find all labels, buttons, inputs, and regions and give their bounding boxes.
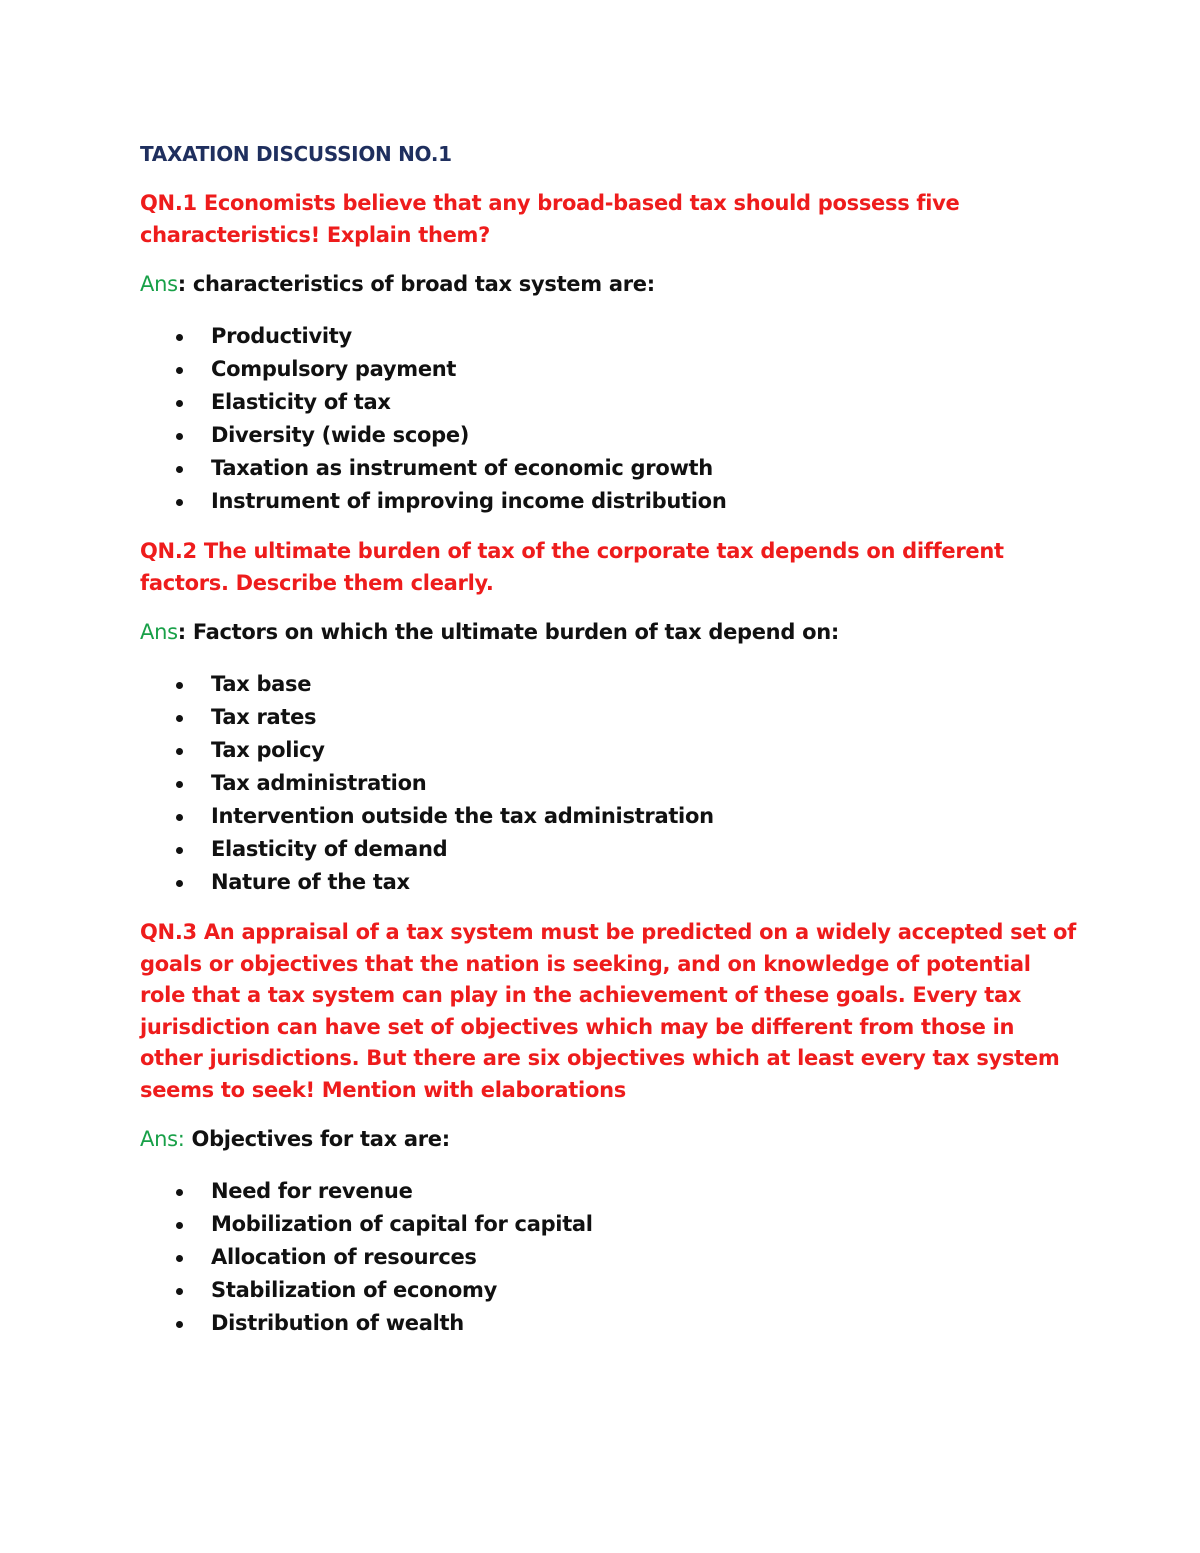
answer-list: [140, 668, 1080, 899]
list-item-text: Elasticity of demand: [211, 837, 448, 861]
list-item-text: Allocation of resources: [211, 1245, 477, 1269]
list-item-text: Compulsory payment: [211, 357, 457, 381]
list-item-text: Tax policy: [211, 738, 325, 762]
answer-list: [140, 320, 1080, 518]
bullet-icon: [176, 748, 183, 755]
bullet-icon: [176, 433, 183, 440]
bullet-icon: [176, 1189, 183, 1196]
answer-separator: :: [177, 620, 193, 644]
question-text: QN.2 The ultimate burden of tax of the corporate tax depends on different factors. Describe them clearly.: [140, 539, 1004, 595]
bullet-icon: [176, 334, 183, 341]
answer-text: Factors on which the ultimate burden of tax depend on:: [192, 620, 839, 644]
list-item-text: Tax rates: [211, 705, 317, 729]
list-item-text: Productivity: [211, 324, 352, 348]
list-item-text: Tax administration: [211, 771, 427, 795]
list-item: [140, 1241, 1080, 1274]
list-item: [140, 668, 1080, 701]
list-item-text: Taxation as instrument of economic growth: [211, 456, 713, 480]
bullet-icon: [176, 1222, 183, 1229]
bullet-icon: [176, 847, 183, 854]
document-page: [140, 138, 1080, 1340]
list-item-text: Tax base: [211, 672, 312, 696]
bullet-icon: [176, 499, 183, 506]
list-item-text: Intervention outside the tax administration: [211, 804, 714, 828]
list-item: [140, 485, 1080, 518]
bullet-icon: [176, 1288, 183, 1295]
list-item: [140, 320, 1080, 353]
list-item: [140, 1208, 1080, 1241]
list-item: [140, 701, 1080, 734]
list-item-text: Distribution of wealth: [211, 1311, 464, 1335]
bullet-icon: [176, 1321, 183, 1328]
list-item: [140, 353, 1080, 386]
answer-separator: :: [177, 272, 193, 296]
question-text: QN.1 Economists believe that any broad-based tax should possess five characteristics! Explain them?: [140, 191, 960, 247]
list-item-text: Elasticity of tax: [211, 390, 391, 414]
answer-list: [140, 1175, 1080, 1340]
question-text: QN.3 An appraisal of a tax system must be predicted on a widely accepted set of goals or objectives that the nation is seeking, and on knowledge of potential role that a tax system can play in the achievement of these goals. Every tax jurisdiction can have set of objectives which may be different from those in other jurisdictions. But there are six objectives which at least every tax system seems to seek! Mention with elaborations: [140, 920, 1076, 1102]
list-item: [140, 866, 1080, 899]
question-section-1: [140, 188, 1080, 518]
list-item-text: Stabilization of economy: [211, 1278, 498, 1302]
bullet-icon: [176, 781, 183, 788]
list-item-text: Nature of the tax: [211, 870, 410, 894]
bullet-icon: [176, 400, 183, 407]
list-item: [140, 767, 1080, 800]
answer-text: Objectives for tax are:: [191, 1127, 450, 1151]
answer-label: Ans: [140, 620, 178, 644]
list-item-text: Diversity (wide scope): [211, 423, 470, 447]
question-section-2: [140, 536, 1080, 899]
answer-intro: [140, 1124, 1080, 1155]
answer-separator: [185, 1127, 192, 1151]
list-item: [140, 833, 1080, 866]
list-item: [140, 1307, 1080, 1340]
document-title: TAXATION DISCUSSION NO.1: [140, 142, 452, 166]
answer-label: Ans:: [140, 1127, 185, 1151]
bullet-icon: [176, 466, 183, 473]
list-item: [140, 419, 1080, 452]
list-item-text: Need for revenue: [211, 1179, 413, 1203]
bullet-icon: [176, 367, 183, 374]
list-item: [140, 734, 1080, 767]
answer-text: characteristics of broad tax system are:: [192, 272, 655, 296]
list-item: [140, 386, 1080, 419]
bullet-icon: [176, 814, 183, 821]
question-section-3: [140, 917, 1080, 1340]
list-item: [140, 1274, 1080, 1307]
answer-intro: [140, 617, 1080, 648]
list-item: [140, 1175, 1080, 1208]
list-item-text: Instrument of improving income distribution: [211, 489, 727, 513]
bullet-icon: [176, 1255, 183, 1262]
list-item-text: Mobilization of capital for capital: [211, 1212, 593, 1236]
answer-label: Ans: [140, 272, 178, 296]
list-item: [140, 800, 1080, 833]
answer-intro: [140, 269, 1080, 300]
bullet-icon: [176, 880, 183, 887]
bullet-icon: [176, 682, 183, 689]
list-item: [140, 452, 1080, 485]
bullet-icon: [176, 715, 183, 722]
